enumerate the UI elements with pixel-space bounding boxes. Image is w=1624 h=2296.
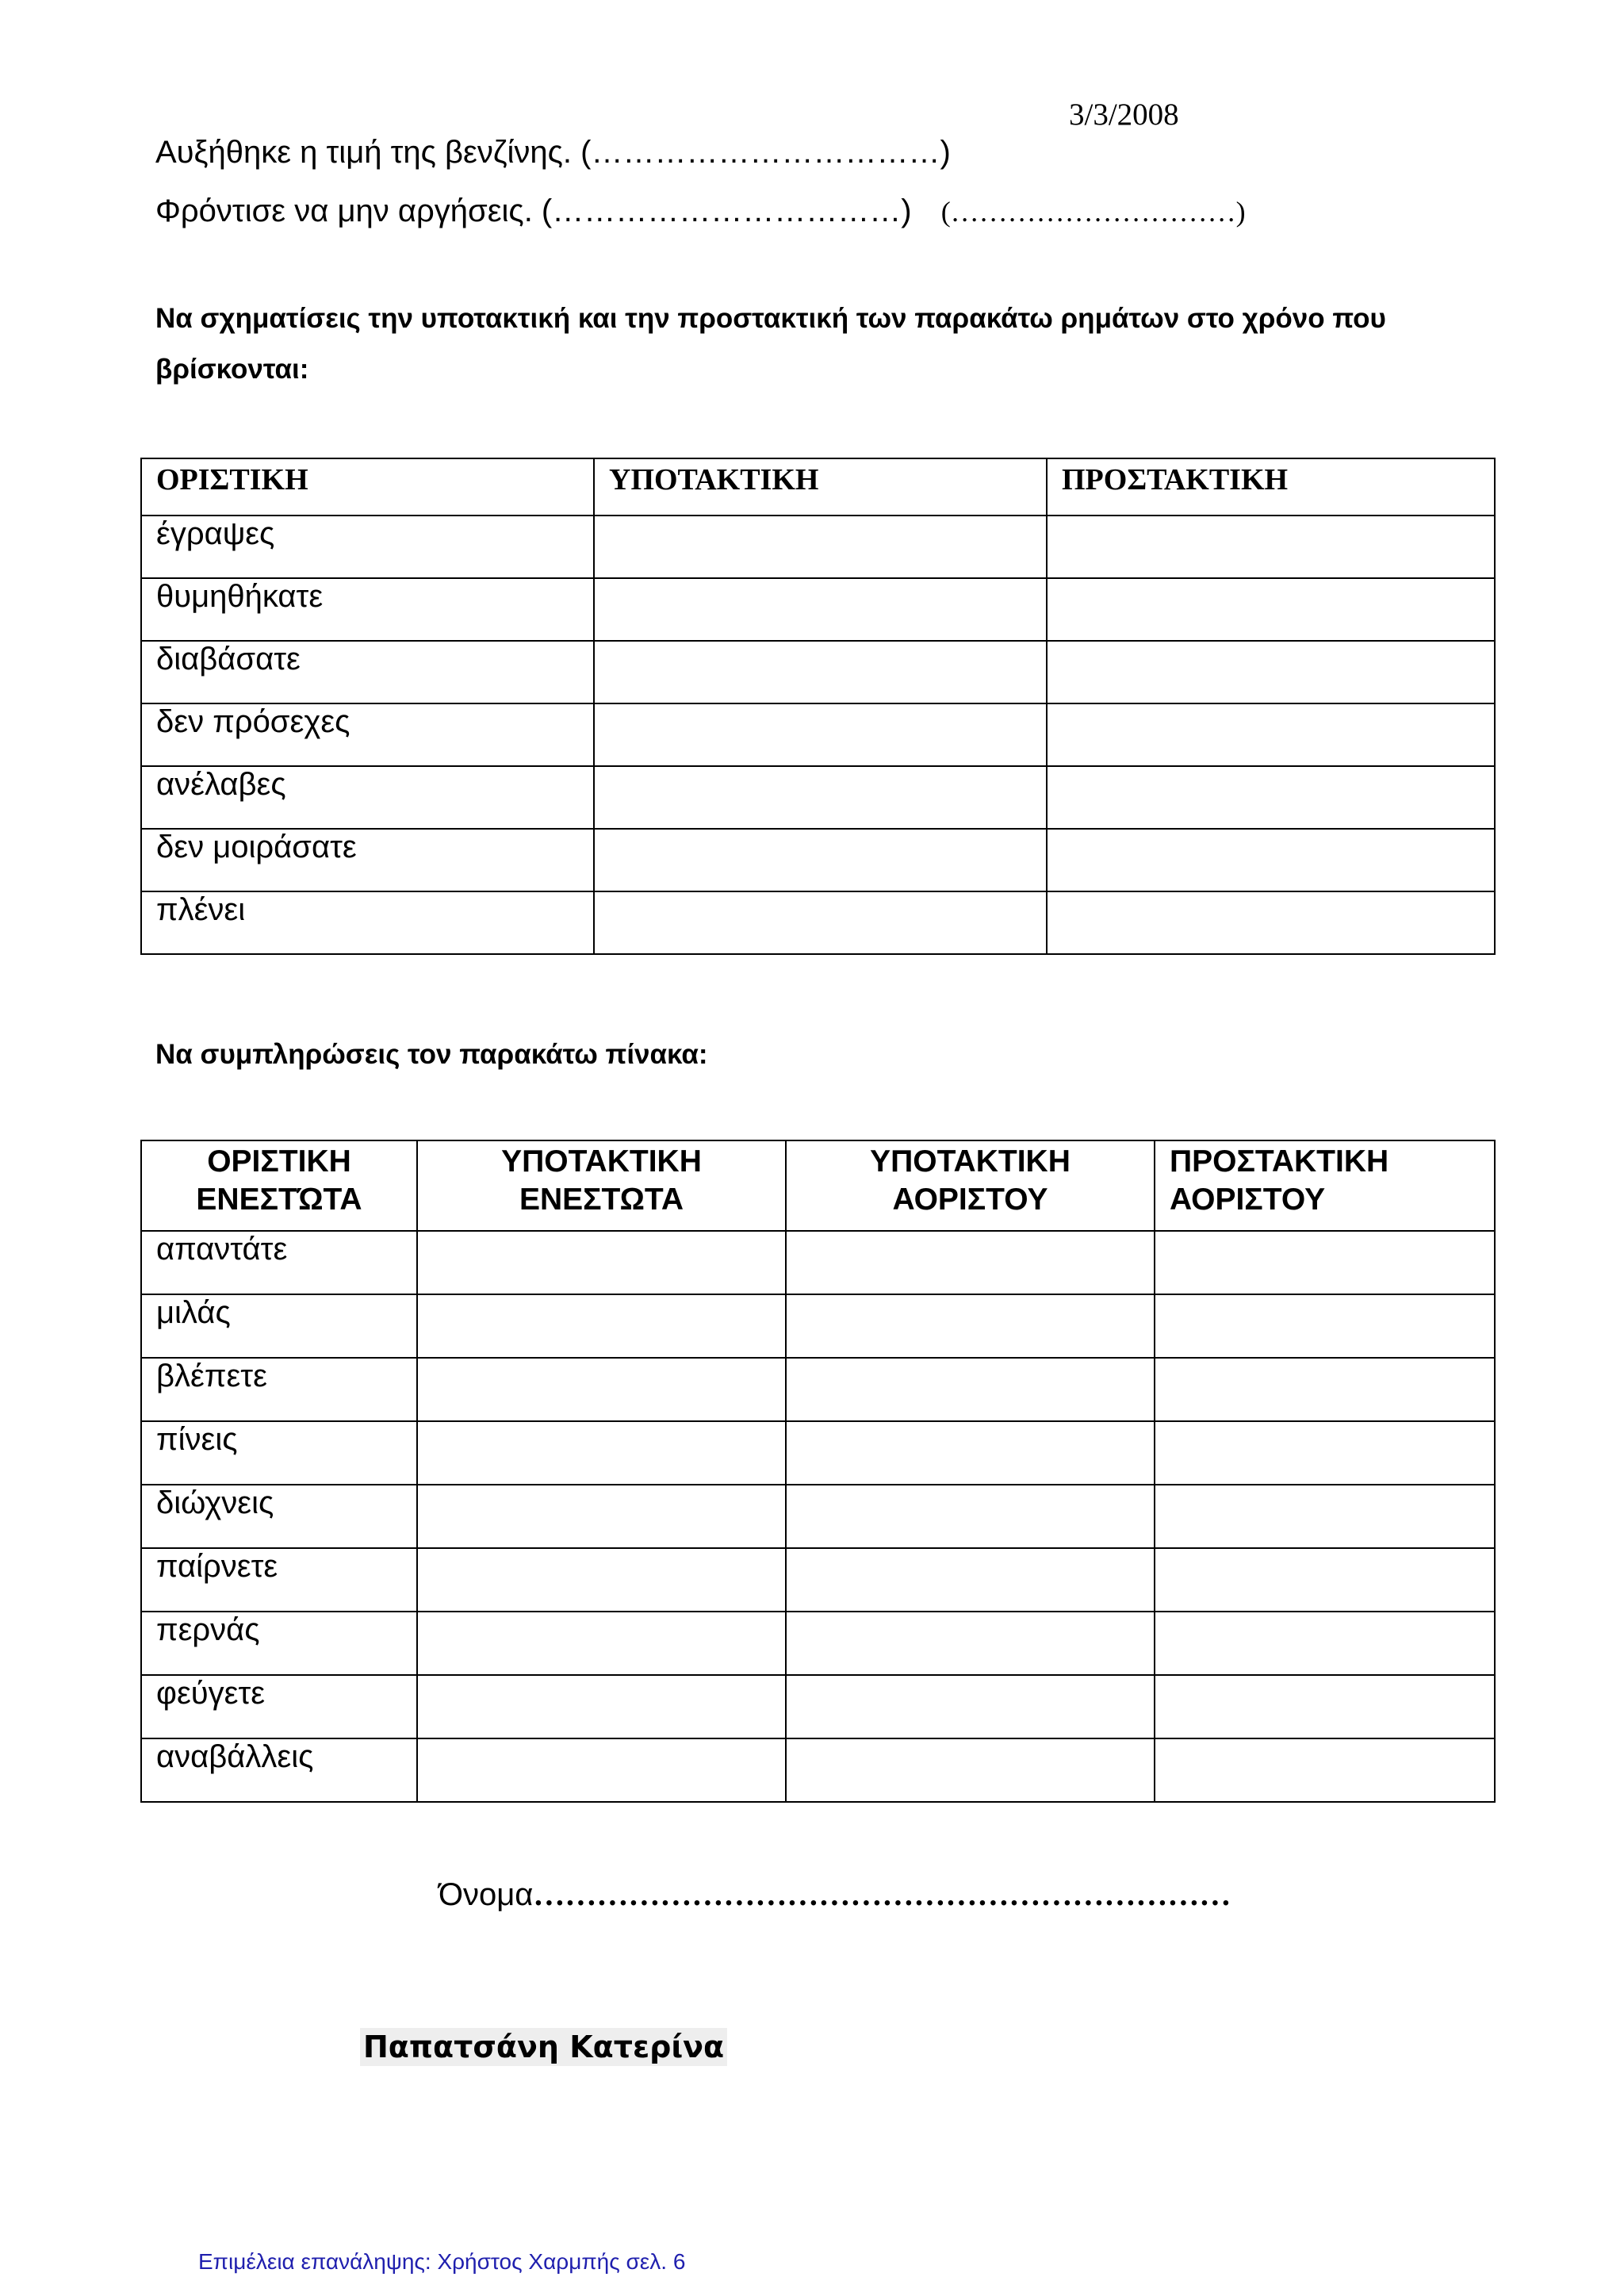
- answer-cell[interactable]: [594, 766, 1047, 829]
- header-line: ΟΡΙΣΤΙΚΗ: [207, 1144, 351, 1179]
- exercise-line-2-text: Φρόντισε να μην αργήσεις. (……………………………): [155, 194, 912, 228]
- answer-cell[interactable]: [1155, 1675, 1495, 1738]
- answer-cell[interactable]: [417, 1421, 786, 1485]
- instruction-2: Να συμπληρώσεις τον παρακάτω πίνακα:: [155, 1039, 708, 1070]
- name-field[interactable]: [439, 1876, 1231, 1913]
- answer-cell[interactable]: [1047, 641, 1495, 703]
- answer-cell[interactable]: [1047, 578, 1495, 641]
- table-row: [141, 891, 1495, 954]
- answer-cell[interactable]: [417, 1675, 786, 1738]
- header-ypotaktiki-aoristou: [786, 1140, 1155, 1231]
- answer-cell[interactable]: [417, 1294, 786, 1358]
- answer-cell[interactable]: [1155, 1421, 1495, 1485]
- table-row: [141, 829, 1495, 891]
- table-row: [141, 1548, 1495, 1612]
- answer-cell[interactable]: [594, 516, 1047, 578]
- answer-cell[interactable]: [417, 1358, 786, 1421]
- answer-cell[interactable]: [786, 1485, 1155, 1548]
- name-label: Όνομα: [439, 1877, 534, 1912]
- header-prostaktiki: ΠΡΟΣΤΑΚΤΙΚΗ: [1047, 458, 1495, 516]
- answer-cell[interactable]: [594, 891, 1047, 954]
- table-row: [141, 1675, 1495, 1738]
- table-row: [141, 1485, 1495, 1548]
- verb-cell: έγραψες: [141, 516, 594, 578]
- verb-cell: πλένει: [141, 891, 594, 954]
- exercise-line-2-blank: (…………………………): [940, 196, 1246, 228]
- header-ypotaktiki: ΥΠΟΤΑΚΤΙΚΗ: [594, 458, 1047, 516]
- header-line: ΥΠΟΤΑΚΤΙΚΗ: [870, 1144, 1071, 1179]
- answer-cell[interactable]: [1047, 703, 1495, 766]
- answer-cell[interactable]: [786, 1548, 1155, 1612]
- tense-table-header: [141, 1140, 1495, 1231]
- verb-cell: αναβάλλεις: [141, 1738, 417, 1802]
- author-name: Παπατσάνη Κατερίνα: [360, 2028, 727, 2066]
- verb-cell: παίρνετε: [141, 1548, 417, 1612]
- header-line: ΑΟΡΙΣΤΟΥ: [1170, 1182, 1326, 1217]
- answer-cell[interactable]: [1155, 1294, 1495, 1358]
- answer-cell[interactable]: [786, 1358, 1155, 1421]
- table-row: [141, 1358, 1495, 1421]
- verb-cell: πίνεις: [141, 1421, 417, 1485]
- answer-cell[interactable]: [594, 578, 1047, 641]
- header-oristiki: ΟΡΙΣΤΙΚΗ: [141, 458, 594, 516]
- answer-cell[interactable]: [786, 1675, 1155, 1738]
- answer-cell[interactable]: [1155, 1231, 1495, 1294]
- header-line: ΕΝΕΣΤΏΤΑ: [196, 1182, 362, 1217]
- answer-cell[interactable]: [417, 1738, 786, 1802]
- verb-cell: περνάς: [141, 1612, 417, 1675]
- mood-table-header: [141, 458, 1495, 516]
- table-row: [141, 1612, 1495, 1675]
- table-row: [141, 703, 1495, 766]
- verb-cell: διώχνεις: [141, 1485, 417, 1548]
- answer-cell[interactable]: [594, 829, 1047, 891]
- verb-cell: βλέπετε: [141, 1358, 417, 1421]
- answer-cell[interactable]: [1047, 516, 1495, 578]
- table-row: [141, 1738, 1495, 1802]
- exercise-line-1: Αυξήθηκε η τιμή της βενζίνης. (……………………………): [155, 135, 951, 170]
- table-row: [141, 641, 1495, 703]
- date: 3/3/2008: [1069, 98, 1179, 132]
- exercise-line-2: [155, 194, 1246, 229]
- answer-cell[interactable]: [1155, 1548, 1495, 1612]
- answer-cell[interactable]: [1155, 1358, 1495, 1421]
- verb-cell: δεν πρόσεχες: [141, 703, 594, 766]
- header-prostaktiki-aoristou: [1155, 1140, 1495, 1231]
- tense-table: [140, 1140, 1496, 1803]
- answer-cell[interactable]: [1155, 1485, 1495, 1548]
- header-line: ΑΟΡΙΣΤΟΥ: [892, 1182, 1048, 1217]
- table-row: [141, 1294, 1495, 1358]
- header-line: ΕΝΕΣΤΩΤΑ: [519, 1182, 684, 1217]
- verb-cell: θυμηθήκατε: [141, 578, 594, 641]
- table-row: [141, 1231, 1495, 1294]
- answer-cell[interactable]: [786, 1294, 1155, 1358]
- answer-cell[interactable]: [417, 1231, 786, 1294]
- answer-cell[interactable]: [1047, 891, 1495, 954]
- name-dots: …………………………………………………………: [533, 1876, 1231, 1912]
- answer-cell[interactable]: [786, 1612, 1155, 1675]
- answer-cell[interactable]: [594, 641, 1047, 703]
- instruction-1: Να σχηματίσεις την υποτακτική και την προστακτική των παρακάτω ρημάτων στο χρόνο που βρίσκονται:: [155, 303, 1386, 385]
- verb-cell: απαντάτε: [141, 1231, 417, 1294]
- verb-cell: δεν μοιράσατε: [141, 829, 594, 891]
- answer-cell[interactable]: [786, 1421, 1155, 1485]
- answer-cell[interactable]: [417, 1612, 786, 1675]
- table-row: [141, 1421, 1495, 1485]
- verb-cell: μιλάς: [141, 1294, 417, 1358]
- header-line: ΥΠΟΤΑΚΤΙΚΗ: [501, 1144, 702, 1179]
- answer-cell[interactable]: [417, 1548, 786, 1612]
- table-row: [141, 766, 1495, 829]
- answer-cell[interactable]: [1047, 829, 1495, 891]
- answer-cell[interactable]: [417, 1485, 786, 1548]
- answer-cell[interactable]: [1155, 1612, 1495, 1675]
- table-row: [141, 578, 1495, 641]
- verb-cell: ανέλαβες: [141, 766, 594, 829]
- answer-cell[interactable]: [594, 703, 1047, 766]
- verb-cell: φεύγετε: [141, 1675, 417, 1738]
- header-line: ΠΡΟΣΤΑΚΤΙΚΗ: [1170, 1144, 1389, 1179]
- header-ypotaktiki-enestota: [417, 1140, 786, 1231]
- page-footer: Επιμέλεια επανάληψης: Χρήστος Χαρμπής σελ. 6: [198, 2249, 686, 2274]
- answer-cell[interactable]: [786, 1231, 1155, 1294]
- answer-cell[interactable]: [786, 1738, 1155, 1802]
- table-row: [141, 516, 1495, 578]
- answer-cell[interactable]: [1047, 766, 1495, 829]
- mood-table: [140, 458, 1496, 955]
- verb-cell: διαβάσατε: [141, 641, 594, 703]
- header-oristiki-enestota: [141, 1140, 417, 1231]
- answer-cell[interactable]: [1155, 1738, 1495, 1802]
